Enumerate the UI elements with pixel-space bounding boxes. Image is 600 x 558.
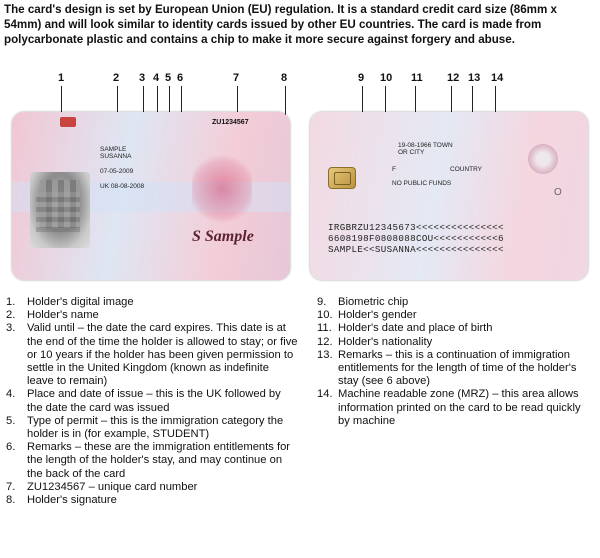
legend-item xyxy=(317,349,595,389)
callout-8: 8 xyxy=(281,72,288,84)
legend-item xyxy=(317,296,595,309)
callout-10: 10 xyxy=(380,72,393,84)
legend-item xyxy=(317,322,595,335)
callout-4: 4 xyxy=(153,72,160,84)
legend-item xyxy=(6,481,298,494)
birth-date-place-value: 19-08-1966 TOWN OR CITY xyxy=(398,142,453,156)
legend-item-number: 14. xyxy=(317,388,333,401)
legend-item-text: Place and date of issue – this is the UK followed by the date the card was issued xyxy=(27,388,281,414)
surname-value: SAMPLE xyxy=(100,146,127,153)
legend-item-number: 1. xyxy=(6,296,16,308)
given-name-value: SUSANNA xyxy=(100,153,132,160)
mrz-line-3: SAMPLE<<SUSANNA<<<<<<<<<<<<<<< xyxy=(328,244,504,255)
legend-item-text: Biometric chip xyxy=(338,296,409,308)
legend-item xyxy=(317,309,595,322)
legend-item xyxy=(6,388,298,414)
legend-item-text: Type of permit – this is the immigration category the holder is in (for example, STUDENT) xyxy=(27,414,284,441)
callout-6: 6 xyxy=(177,72,184,84)
remarks-value: NO PUBLIC FUNDS xyxy=(392,180,452,187)
legend-item-number: 9. xyxy=(317,296,327,308)
legend-item-text: Remarks – this is a continuation of immigration entitlements for the length of time of the holder's stay (see 6 above) xyxy=(338,348,577,388)
legend-item-number: 3. xyxy=(6,322,16,335)
callout-11: 11 xyxy=(411,72,423,84)
legend-item-text: Remarks – these are the immigration entitlements for the length of the holder's stay, and may continue on the back of the card xyxy=(27,441,291,480)
legend-item xyxy=(6,494,298,507)
callout-12: 12 xyxy=(447,72,460,84)
emblem-icon xyxy=(528,144,558,174)
legend-right xyxy=(317,296,595,428)
chip-icon xyxy=(328,167,356,189)
legend-item-number: 12. xyxy=(317,335,333,348)
card-back xyxy=(310,112,588,280)
legend-item-number: 11. xyxy=(317,322,332,335)
legend-item-text: Holder's signature xyxy=(27,494,117,507)
legend-item-number: 8. xyxy=(6,494,16,507)
legend-item-number: 5. xyxy=(6,414,16,427)
callout-9: 9 xyxy=(358,72,365,84)
legend-item xyxy=(6,441,298,481)
legend-item-text: ZU1234567 – unique card number xyxy=(27,480,198,493)
card-front xyxy=(12,112,290,280)
legend-item xyxy=(6,322,298,388)
mrz-line-1: IRGBRZU12345673<<<<<<<<<<<<<<< xyxy=(328,222,504,233)
legend-item xyxy=(317,388,595,428)
legend-item-text: Holder's name xyxy=(27,309,99,322)
legend-item-text: Holder's nationality xyxy=(338,335,433,348)
mrz-block xyxy=(328,222,504,255)
place-date-issue-value: UK 08-08-2008 xyxy=(100,183,145,190)
callout-7: 7 xyxy=(233,72,240,84)
legend-item xyxy=(317,336,595,349)
card-number: ZU1234567 xyxy=(212,119,249,126)
nationality-value: COUNTRY xyxy=(450,166,483,173)
callout-2: 2 xyxy=(113,72,120,84)
royal-crest-icon xyxy=(192,154,252,224)
legend-item-text: Holder's gender xyxy=(338,309,417,322)
callout-14: 14 xyxy=(491,72,504,84)
flag-icon xyxy=(60,117,76,127)
gender-value: F xyxy=(392,166,396,173)
legend-left xyxy=(6,296,298,507)
legend-item-text: Valid until – the date the card expires. This date is at the end of the time the holder is allowed to stay; or five or 10 years if the holder has been given permission to settle in the United Kingdom (known as indefinite leave to remain) xyxy=(27,322,298,388)
legend-item-text: Holder's digital image xyxy=(27,296,134,308)
holder-signature: S Sample xyxy=(192,228,254,245)
legend-item-number: 4. xyxy=(6,388,16,401)
callout-3: 3 xyxy=(139,72,146,84)
legend-item xyxy=(6,296,298,309)
legend-item-number: 10. xyxy=(317,309,333,322)
legend-item-number: 13. xyxy=(317,348,333,361)
pixelated-face xyxy=(36,192,80,232)
valid-until-value: 07-05-2009 xyxy=(100,168,134,175)
legend-item-text: Machine readable zone (MRZ) – this area allows information printed on the card to be read quickly by machine xyxy=(338,388,581,427)
legend-item-number: 7. xyxy=(6,480,16,493)
mrz-line-2: 6608198F0808088COU<<<<<<<<<<<6 xyxy=(328,233,504,244)
legend-item xyxy=(6,415,298,441)
intro-text: The card's design is set by European Union (EU) regulation. It is a standard credit card size (86mm x 54mm) and will look similar to identity cards issued by other EU countries. The card is made from polycarbonate plastic and contains a chip to make it more secure against forgery and abuse. xyxy=(4,3,557,46)
legend-item-number: 2. xyxy=(6,309,16,322)
callout-5: 5 xyxy=(165,72,172,84)
callout-13: 13 xyxy=(468,72,481,84)
legend-item xyxy=(6,309,298,322)
legend-item-number: 6. xyxy=(6,441,16,454)
callout-1: 1 xyxy=(58,72,65,84)
circle-mark-icon: O xyxy=(554,187,562,198)
legend-item-text: Holder's date and place of birth xyxy=(338,322,493,335)
